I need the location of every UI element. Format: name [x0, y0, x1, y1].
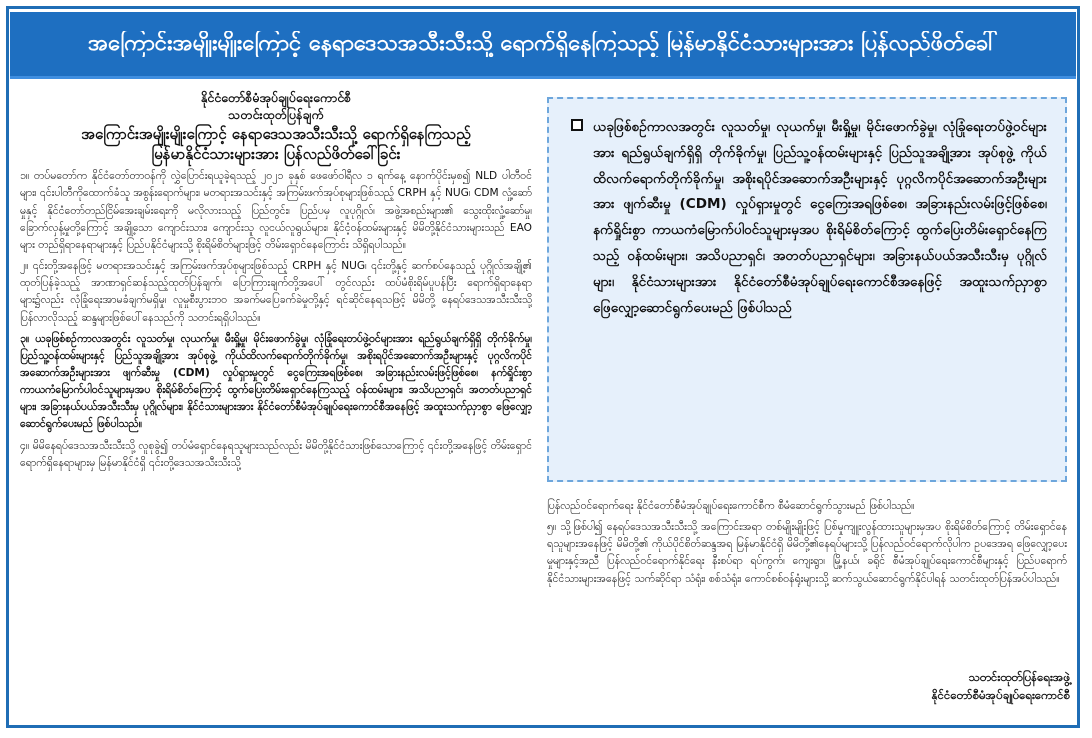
left-column	[20, 90, 532, 720]
paragraph-3: ၃။ ယခုဖြစ်စဉ်ကာလအတွင်း လူသတ်မှု၊ လုယက်မှု၊ မီးရှို့မှု၊ မိုင်းဖောက်ခွဲမှု၊ လုံခြုံရေးတပ်ဖွဲ့ဝင်များအား ရည်ရွယ်ချက်ရှိရှိ တိုက်ခိုက်မှု၊ ပြည်သူ့ဝန်ထမ်းများနှင့် ပြည်သူအချို့အား အုပ်စုဖွဲ့ ကိုယ်ထိလက်ရောက်တိုက်ခိုက်မှု၊ အစိုးရပိုင်အဆောက်အဦးများနှင့် ပုဂ္ဂလိကပိုင်အဆောက်အဦးများအား ဖျက်ဆီးမှု (CDM) လှုပ်ရှားမှုတွင် ငွေကြေးအရဖြစ်စေ၊ အခြားနည်းလမ်းဖြင့်ဖြစ်စေ၊ နက်ရှိုင်းစွာ ကာယကံမြောက်ပါဝင်သူများမှအပ စိုးရိမ်စိတ်ကြောင့် ထွက်ပြေးတိမ်းရှောင်နေကြသည့် ဝန်ထမ်းများ၊ အသိပညာရှင်၊ အတတ်ပညာရှင်များ၊ အခြားနယ်ပယ်အသီးသီးမှ ပုဂ္ဂိုလ်များ၊ နိုင်ငံသားများအား နိုင်ငံတော်စီမံအုပ်ချုပ်ရေးကောင်စီအနေဖြင့် အထူးသက်ညှာစွာ ဖြေလျှော့ဆောင်ရွက်ပေးမည် ဖြစ်ပါသည်။	[20, 332, 532, 431]
paragraph-5: ၅။ သို့ဖြစ်ပါ၍ နေရပ်ဒေသအသီးသီးသို့ အကြောင်းအရာ တစ်မျိုးမျိုးဖြင့် ပြစ်မှုကျူးလွန်ထားသူများမှအပ စိုးရိမ်စိတ်ကြောင့် တိမ်းရှောင်နေရသူများအနေဖြင့် မိမိတို့၏ ကိုယ်ပိုင်စိတ်ဆန္ဒအရ မြန်မာနိုင်ငံရှိ မိမိတို့၏နေရပ်များသို့ ပြန်လည်ဝင်ရောက်လိုပါက ဥပဒေအရ ဖြေလျှော့ပေးမှုများနှင့်အညီ ပြန်လည်ဝင်ရောက်နိုင်ရေး နီးစပ်ရာ ရပ်ကွက်၊ ကျေးရွာ၊ မြို့နယ်၊ ခရိုင် စီမံအုပ်ချုပ်ရေးကောင်စီများနှင့် ပြည်ပရောက်နိုင်ငံသားများအနေဖြင့် သက်ဆိုင်ရာ သံရုံး၊ စစ်သံရုံး၊ ကောင်စစ်ဝန်ရုံးများသို့ ဆက်သွယ်ဆောင်ရွက်နိုင်ပါရန် သတင်းထုတ်ပြန်အပ်ပါသည်။	[547, 521, 1067, 585]
heading-issuer: နိုင်ငံတော်စီမံအုပ်ချုပ်ရေးကောင်စီ	[200, 90, 352, 105]
banner-title: အကြောင်းအမျိုးမျိုးကြောင့် နေရာဒေသအသီးသီးသို့ ရောက်ရှိနေကြသည့် မြန်မာနိုင်ငံသားများအား ပြန်လည်ဖိတ်ခေါ်	[87, 30, 999, 56]
statement-heading	[20, 90, 532, 164]
paragraph-2: ၂။ ၎င်းတို့အနေဖြင့် မတရားအသင်းနှင့် အကြမ်းဖက်အုပ်စုများဖြစ်သည့် CRPH နှင့် NUG၊ ၎င်းတို့နှင့် ဆက်စပ်နေသည့် ပုဂ္ဂိုလ်အချို့၏ ထုတ်ပြန်ခဲ့သည့် အာဏာရှင်ဆန်သည့်ထုတ်ပြန်ချက်၊ ပြောကြားချက်တို့အပေါ် တွင်လည်း ထပ်မံစိုးရိမ်ပူပန်ပြီး ရောက်ရှိရာနေရာများ၌လည်း လုံခြုံရေးအာမခံချက်မရှိမှု၊ လူမှုစီးပွားဘဝ အခက်မပြေခက်ခဲမှုတို့နှင့် ရင်ဆိုင်နေရသဖြင့် မိမိတို့ နေရပ်ဒေသအသီးသီးသို့ ပြန်လာလိုသည့် ဆန္ဒများဖြစ်ပေါ်နေသည်ကို သတင်းရရှိပါသည်။	[20, 260, 532, 324]
title-banner	[10, 12, 1076, 79]
highlight-callout	[547, 97, 1067, 482]
signature-line-2: နိုင်ငံတော်စီမံအုပ်ချုပ်ရေးကောင်စီ	[931, 688, 1070, 703]
heading-title-line2: မြန်မာနိုင်ငံသားများအား ပြန်လည်ဖိတ်ခေါ်ခြင်း	[151, 145, 401, 163]
paragraph-4: ၄။ မိမိနေရပ်ဒေသအသီးသီးသို့ လူစုခွဲ၍ တပ်မံရှောင်နေရသူများသည်လည်း မိမိတို့နိုင်ငံသားဖြစ်သောကြောင့် ၎င်းတို့အနေဖြင့် တိမ်းရှောင်ရောက်ရှိနေရာများမှ မြန်မာနိုင်ငံရှိ ၎င်းတို့ဒေသအသီးသီးသို့	[20, 439, 532, 469]
checkbox-bullet-icon	[571, 119, 583, 131]
signature-line-1: သတင်းထုတ်ပြန်ရေးအဖွဲ့	[968, 670, 1070, 684]
paragraph-4-continued: ပြန်လည်ဝင်ရောက်ရေး နိုင်ငံတော်စီမံအုပ်ချုပ်ရေးကောင်စီက စီမံဆောင်ရွက်သွားမည် ဖြစ်ပါသည်။	[547, 500, 915, 512]
signature-block	[770, 668, 1070, 705]
right-column	[547, 494, 1067, 674]
heading-title-line1: အကြောင်းအမျိုးမျိုးကြောင့် နေရာဒေသအသီးသီးသို့ ရောက်ရှိနေကြသည့်	[81, 124, 471, 143]
paragraph-1: ၁။ တပ်မတော်က နိုင်ငံတော်တာဝန်ကို လွှဲပြောင်းရယူခဲ့ရသည့် ၂၀၂၁ ခုနှစ် ဖေဖော်ဝါရီလ ၁ ရက်နေ့ နောက်ပိုင်းမှစ၍ NLD ပါတီဝင်များ၊ ၎င်းပါတီကိုထောက်ခံသူ အစွန်းရောက်များ၊ မတရားအသင်းနှင့် အကြမ်းဖက်အုပ်စုများဖြစ်သည့် CRPH နှင့် NUG၊ CDM လှုံ့ဆော်မှုနှင့် နိုင်ငံတော်တည်ငြိမ်အေးချမ်းရေးကို မလိုလားသည့် ပြည်တွင်း၊ ပြည်ပမှ လူပုဂ္ဂိုလ်၊ အဖွဲ့အစည်းများ၏ သွေးထိုးလှုံ့ဆော်မှု၊ ခြောက်လှန့်မှုတို့ကြောင့် အချို့သော ကျောင်းသား၊ ကျောင်းသူ လူငယ်လူရွယ်များ၊ နိုင်ငံ့ဝန်ထမ်းများနှင့် မိမိတို့နိုင်ငံသားများသည် EAO များ တည်ရှိရာနေရာများနှင့် ပြည်ပနိုင်ငံများသို့ စိုးရိမ်စိတ်များဖြင့် တိမ်းရှောင်နေကြောင်း သိရှိရပါသည်။	[20, 170, 532, 251]
heading-type: သတင်းထုတ်ပြန်ချက်	[228, 106, 324, 122]
callout-text: ယခုဖြစ်စဉ်ကာလအတွင်း လူသတ်မှု၊ လုယက်မှု၊ မီးရှို့မှု၊ မိုင်းဖောက်ခွဲမှု၊ လုံခြုံရေးတပ်ဖွဲ့ဝင်များအား ရည်ရွယ်ချက်ရှိရှိ တိုက်ခိုက်မှု၊ ပြည်သူ့ဝန်ထမ်းများနှင့် ပြည်သူအချို့အား အုပ်စုဖွဲ့ ကိုယ်ထိလက်ရောက်တိုက်ခိုက်မှု၊ အစိုးရပိုင်အဆောက်အဦးများနှင့် ပုဂ္ဂလိကပိုင်အဆောက်အဦးများအား ဖျက်ဆီးမှု (CDM) လှုပ်ရှားမှုတွင် ငွေကြေးအရဖြစ်စေ၊ အခြားနည်းလမ်းဖြင့်ဖြစ်စေ၊ နက်ရှိုင်းစွာ ကာယကံမြောက်ပါဝင်သူများမှအပ စိုးရိမ်စိတ်ကြောင့် ထွက်ပြေးတိမ်းရှောင်နေကြသည့် ဝန်ထမ်းများ၊ အသိပညာရှင်၊ အတတ်ပညာရှင်များ၊ အခြားနယ်ပယ်အသီးသီးမှ ပုဂ္ဂိုလ်များ၊ နိုင်ငံသားများအား နိုင်ငံတော်စီမံအုပ်ချုပ်ရေးကောင်စီအနေဖြင့် အထူးသက်ညှာစွာ ဖြေလျှော့ဆောင်ရွက်ပေးမည် ဖြစ်ပါသည်	[593, 119, 1047, 316]
